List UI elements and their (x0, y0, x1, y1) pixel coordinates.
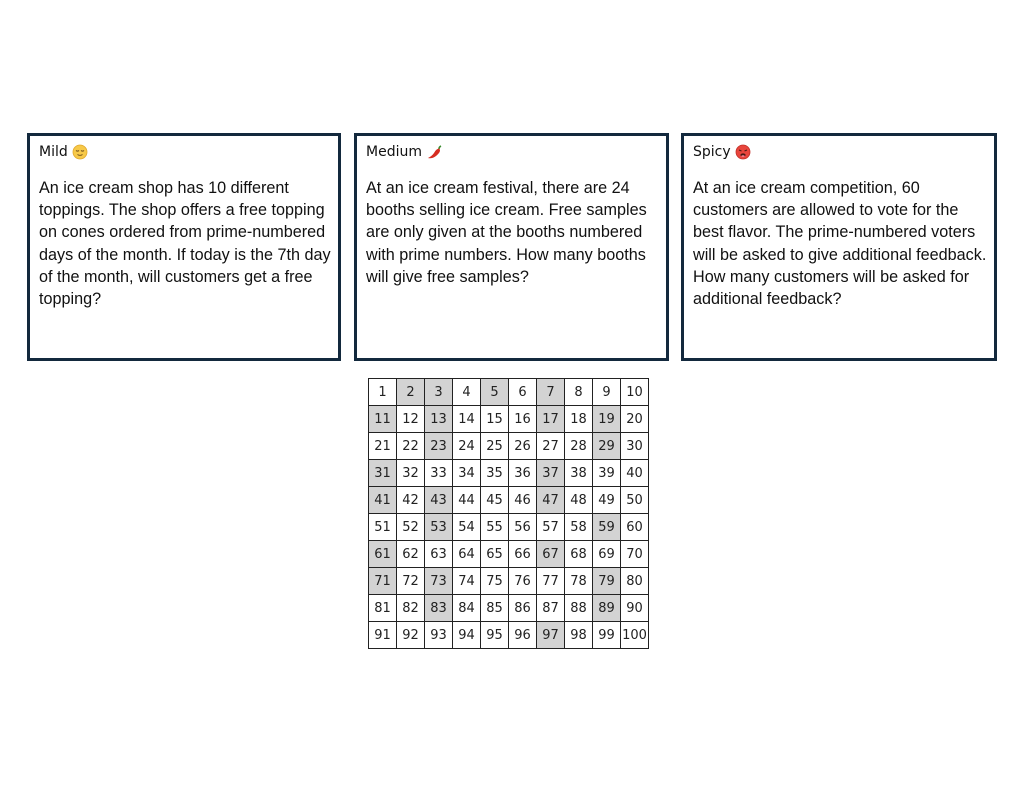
card-title-label: Spicy (693, 144, 731, 160)
hundred-chart-cell: 80 (621, 568, 649, 595)
hundred-chart-row (369, 433, 649, 460)
hundred-chart-cell: 30 (621, 433, 649, 460)
hundred-chart-cell: 44 (453, 487, 481, 514)
hundred-chart-row (369, 460, 649, 487)
hundred-chart-cell: 25 (481, 433, 509, 460)
card-title (693, 143, 987, 161)
hundred-chart-cell: 35 (481, 460, 509, 487)
hundred-chart-cell: 76 (509, 568, 537, 595)
hundred-chart-row (369, 487, 649, 514)
hundred-chart-cell: 17 (537, 406, 565, 433)
card-spicy (681, 133, 997, 361)
hundred-chart-cell: 55 (481, 514, 509, 541)
hundred-chart-cell: 6 (509, 379, 537, 406)
hundred-chart-cell: 64 (453, 541, 481, 568)
hot-face-icon (735, 144, 751, 160)
hundred-chart-cell: 66 (509, 541, 537, 568)
hundred-chart-cell: 90 (621, 595, 649, 622)
card-question-text: At an ice cream festival, there are 24 booths selling ice cream. Free samples are only given at the booths numbered with prime numbers. How many booths will give free samples? (366, 179, 647, 286)
hundred-chart-row (369, 568, 649, 595)
hundred-chart-cell: 3 (425, 379, 453, 406)
hundred-chart-cell: 37 (537, 460, 565, 487)
hundred-chart-cell: 57 (537, 514, 565, 541)
hundred-chart-cell: 97 (537, 622, 565, 649)
hundred-chart-cell: 7 (537, 379, 565, 406)
hundred-chart-cell: 99 (593, 622, 621, 649)
hundred-chart-cell: 60 (621, 514, 649, 541)
hundred-chart-cell: 45 (481, 487, 509, 514)
hundred-chart-cell: 70 (621, 541, 649, 568)
card-medium (354, 133, 669, 361)
hundred-chart-cell: 91 (369, 622, 397, 649)
hundred-chart-cell: 9 (593, 379, 621, 406)
hundred-chart-cell: 88 (565, 595, 593, 622)
hundred-chart (368, 378, 649, 649)
hundred-chart-cell: 22 (397, 433, 425, 460)
hundred-chart-cell: 12 (397, 406, 425, 433)
hundred-chart-cell: 96 (509, 622, 537, 649)
hundred-chart-cell: 75 (481, 568, 509, 595)
hundred-chart-cell: 94 (453, 622, 481, 649)
hundred-chart-cell: 82 (397, 595, 425, 622)
hundred-chart-cell: 1 (369, 379, 397, 406)
hundred-chart-cell: 93 (425, 622, 453, 649)
hundred-chart-cell: 20 (621, 406, 649, 433)
hundred-chart-cell: 59 (593, 514, 621, 541)
card-question-text: An ice cream shop has 10 different toppings. The shop offers a free topping on cones ordered from prime-numbered days of the month. If today is the 7th day of the month, will customers get a free topping? (39, 179, 331, 309)
hundred-chart-cell: 50 (621, 487, 649, 514)
hundred-chart-cell: 86 (509, 595, 537, 622)
hundred-chart-cell: 63 (425, 541, 453, 568)
hundred-chart-cell: 47 (537, 487, 565, 514)
hundred-chart-cell: 31 (369, 460, 397, 487)
hundred-chart-cell: 84 (453, 595, 481, 622)
relieved-face-icon (72, 144, 88, 160)
hundred-chart-cell: 13 (425, 406, 453, 433)
hundred-chart-cell: 87 (537, 595, 565, 622)
hundred-chart-cell: 68 (565, 541, 593, 568)
hundred-chart-cell: 2 (397, 379, 425, 406)
hundred-chart-row (369, 379, 649, 406)
hundred-chart-cell: 36 (509, 460, 537, 487)
hundred-chart-cell: 81 (369, 595, 397, 622)
card-title-label: Medium (366, 144, 422, 160)
hundred-chart-row (369, 406, 649, 433)
hundred-chart-cell: 11 (369, 406, 397, 433)
hundred-chart-cell: 48 (565, 487, 593, 514)
hundred-chart-row (369, 541, 649, 568)
hundred-chart-cell: 53 (425, 514, 453, 541)
hundred-chart-cell: 15 (481, 406, 509, 433)
hundred-chart-cell: 49 (593, 487, 621, 514)
hundred-chart-cell: 8 (565, 379, 593, 406)
hundred-chart-cell: 42 (397, 487, 425, 514)
hundred-chart-cell: 18 (565, 406, 593, 433)
hundred-chart-cell: 16 (509, 406, 537, 433)
hundred-chart-cell: 62 (397, 541, 425, 568)
hundred-chart-cell: 10 (621, 379, 649, 406)
card-mild (27, 133, 341, 361)
hot-pepper-icon (426, 144, 442, 160)
hundred-chart-row (369, 514, 649, 541)
hundred-chart-cell: 95 (481, 622, 509, 649)
hundred-chart-cell: 38 (565, 460, 593, 487)
hundred-chart-cell: 89 (593, 595, 621, 622)
hundred-chart-cell: 69 (593, 541, 621, 568)
hundred-chart-cell: 23 (425, 433, 453, 460)
hundred-chart-cell: 21 (369, 433, 397, 460)
hundred-chart-cell: 61 (369, 541, 397, 568)
hundred-chart-cell: 72 (397, 568, 425, 595)
hundred-chart-cell: 41 (369, 487, 397, 514)
hundred-chart-cell: 51 (369, 514, 397, 541)
hundred-chart-cell: 77 (537, 568, 565, 595)
hundred-chart-cell: 43 (425, 487, 453, 514)
card-question-text: At an ice cream competition, 60 customers are allowed to vote for the best flavor. The prime-numbered voters will be asked to give additional feedback. How many customers will be asked for additional feedback? (693, 179, 987, 309)
hundred-chart-cell: 85 (481, 595, 509, 622)
hundred-chart-cell: 24 (453, 433, 481, 460)
hundred-chart-cell: 39 (593, 460, 621, 487)
hundred-chart-cell: 74 (453, 568, 481, 595)
card-title (39, 143, 331, 161)
hundred-chart-cell: 71 (369, 568, 397, 595)
hundred-chart-row (369, 595, 649, 622)
hundred-chart-cell: 46 (509, 487, 537, 514)
hundred-chart-cell: 5 (481, 379, 509, 406)
hundred-chart-cell: 19 (593, 406, 621, 433)
hundred-chart-cell: 73 (425, 568, 453, 595)
hundred-chart-cell: 83 (425, 595, 453, 622)
hundred-chart-cell: 58 (565, 514, 593, 541)
card-title-label: Mild (39, 144, 68, 160)
hundred-chart-cell: 56 (509, 514, 537, 541)
hundred-chart-cell: 78 (565, 568, 593, 595)
hundred-chart-cell: 54 (453, 514, 481, 541)
hundred-chart-cell: 14 (453, 406, 481, 433)
hundred-chart-cell: 4 (453, 379, 481, 406)
hundred-chart-cell: 32 (397, 460, 425, 487)
hundred-chart-cell: 65 (481, 541, 509, 568)
hundred-chart-cell: 52 (397, 514, 425, 541)
hundred-chart-row (369, 622, 649, 649)
hundred-chart-cell: 100 (621, 622, 649, 649)
hundred-chart-cell: 28 (565, 433, 593, 460)
hundred-chart-cell: 26 (509, 433, 537, 460)
hundred-chart-cell: 98 (565, 622, 593, 649)
hundred-chart-cell: 92 (397, 622, 425, 649)
card-title (366, 143, 659, 161)
hundred-chart-cell: 27 (537, 433, 565, 460)
hundred-chart-cell: 33 (425, 460, 453, 487)
hundred-chart-cell: 40 (621, 460, 649, 487)
hundred-chart-cell: 29 (593, 433, 621, 460)
hundred-chart-cell: 34 (453, 460, 481, 487)
hundred-chart-cell: 67 (537, 541, 565, 568)
hundred-chart-cell: 79 (593, 568, 621, 595)
